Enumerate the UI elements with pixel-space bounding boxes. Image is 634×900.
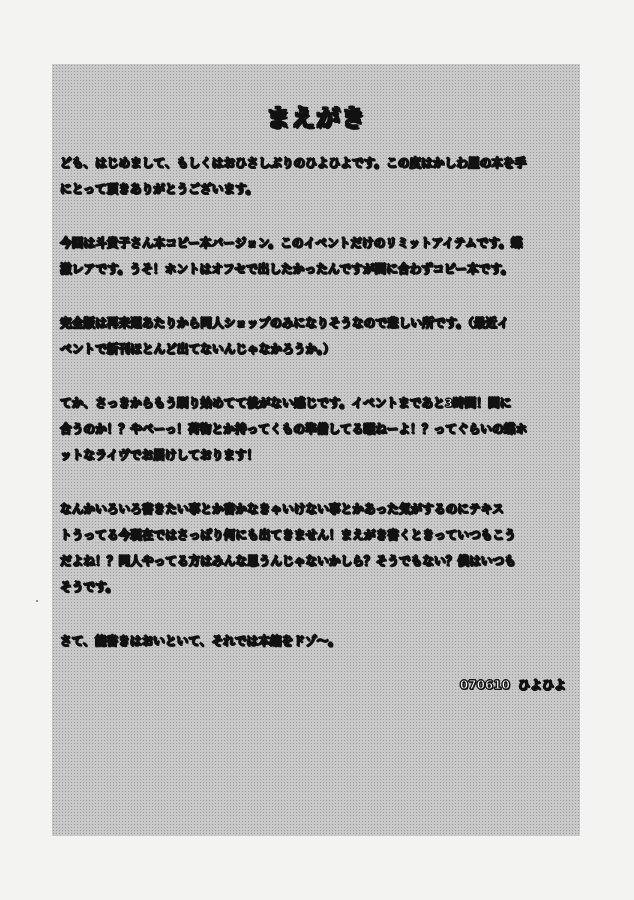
signature-date: 070610 bbox=[459, 678, 510, 692]
paragraph-closing: さて、能書きはおいといて、それでは本編をドゾ〜。 bbox=[60, 634, 341, 648]
paragraph-greeting: ども、はじめまして、もしくはおひさしぶりのひよひよです。この度はかしわ屋の本を手 にとって頂きありがとうございます。 bbox=[60, 156, 527, 196]
title-container bbox=[52, 96, 580, 146]
paragraph-event-rush: てか、さっきからもう刷り始めてて後がない感じです。イベントまであと3時間！間に 合うのか！？やべーっ！荷物とか持ってくもの準備してる暇ねーよ！？ってぐらいの蝶ホ ットなライヴでお届けしております！ bbox=[60, 396, 528, 462]
paragraph-full-edition: 完全版は再来週あたりから同人ショップのみになりそうなので悲しい所です。（最近イ ベントで新刊ほとんど出てないんじゃなかろうか。） bbox=[60, 316, 509, 356]
preface-body bbox=[60, 150, 574, 682]
page-title: まえがき bbox=[266, 104, 366, 132]
paragraph-writing: なんかいろいろ書きたい事とか書かなきゃいけない事とかあった気がするのにテキス トうってる今現在ではさっぱり何にも出てきません！まえがき書くときっていつもこう だよね！？同人やってる方はみんな思うんじゃないかしら？そうでもない？僕はいつも そうです。 bbox=[60, 502, 516, 594]
signature bbox=[460, 676, 566, 693]
paragraph-copy-edition: 今回は斗貴子さん本コピー本バージョン。このイベントだけのリミットアイテムです。蝶 激レアです。うそ！ホントはオフセで出したかったんですが間に合わずコピー本です。 bbox=[60, 236, 523, 276]
screentone-panel bbox=[52, 64, 580, 836]
signature-name: ひよひよ bbox=[517, 678, 566, 692]
paper-speck bbox=[36, 600, 38, 602]
